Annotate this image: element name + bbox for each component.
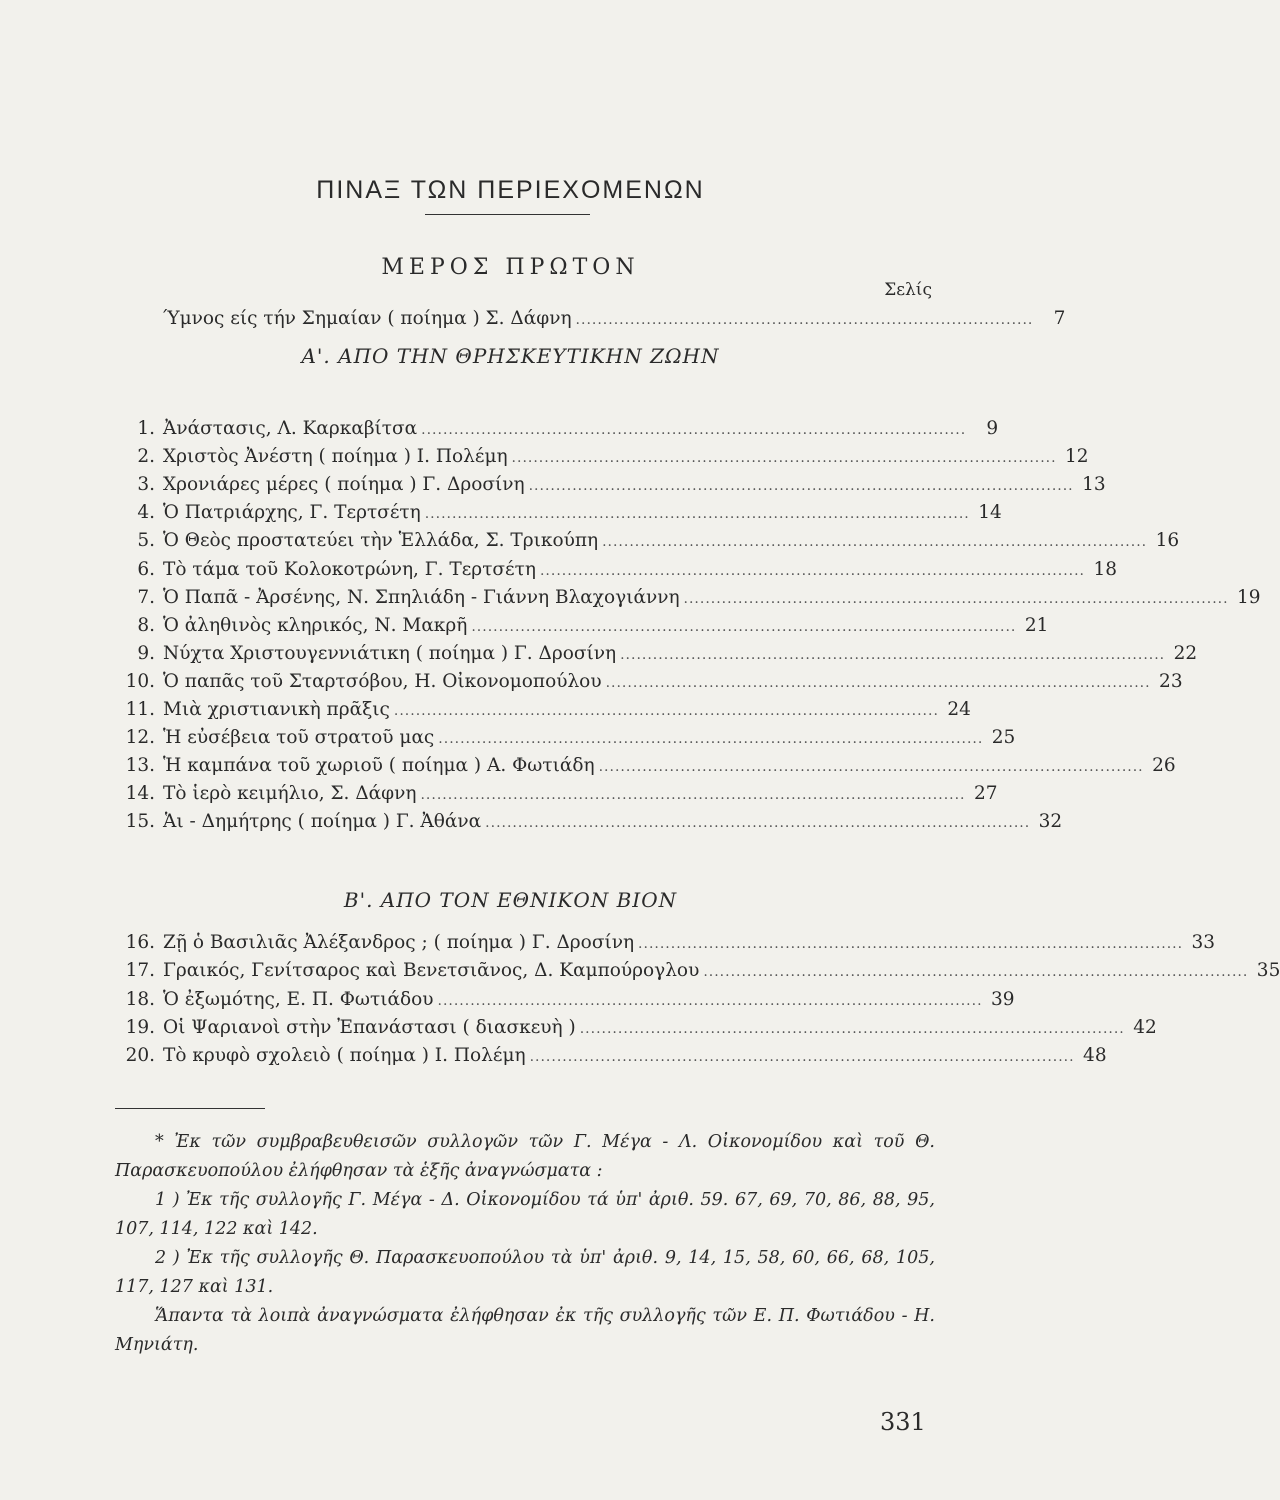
leader-dots: ....................................................................................................: [485, 815, 1031, 832]
entry-title: Τὸ κρυφὸ σχολειὸ ( ποίημα ) Ι. Πολέμη: [163, 1045, 526, 1067]
footnotes: [115, 1128, 935, 1360]
entry-page: 16: [1155, 530, 1180, 552]
leader-dots: ....................................................................................................: [683, 590, 1229, 607]
entry-title: Ἁι - Δημήτρης ( ποίημα ) Γ. Ἀθάνα: [163, 811, 482, 833]
leader-dots: ....................................................................................................: [420, 787, 966, 804]
leader-dots: ....................................................................................................: [602, 534, 1148, 551]
entry-page: 39: [990, 988, 1015, 1010]
entry-page: 48: [1083, 1045, 1107, 1067]
entry-number: 11.: [125, 699, 155, 720]
toc-entry: [115, 502, 1002, 526]
toc-entry: [115, 811, 1063, 835]
toc-entry: [115, 642, 1198, 667]
entry-title: Ύμνος είς τήν Σημαίαν ( ποίημα ) Σ. Δάφνη: [163, 308, 572, 329]
entry-page: 26: [1152, 755, 1176, 777]
leader-dots: ....................................................................................................: [511, 450, 1057, 467]
entry-page: 19: [1237, 586, 1261, 608]
footnote-rule: [115, 1108, 265, 1109]
leader-dots: ....................................................................................................: [424, 506, 970, 523]
entry-number: 12.: [125, 727, 155, 749]
entry-number: 13.: [125, 755, 155, 777]
entry-number: 7.: [137, 586, 155, 608]
entry-page: 42: [1133, 1016, 1157, 1038]
footnote-2: 2 ) Ἐκ τῆς συλλογῆς Θ. Παρασκευοπούλου τὰ ὑπ' ἀριθ. 9, 14, 15, 58, 60, 66, 68, 105, 117, 127 καὶ 131.: [115, 1248, 935, 1297]
entry-title: Οἱ Ψαριανοὶ στὴν Ἐπανάστασι ( διασκευὴ ): [163, 1016, 576, 1038]
footnote-rest: Ἅπαντα τὰ λοιπὰ ἀναγνώσματα ἐλήφθησαν ἐκ τῆς συλλογῆς τῶν Ε. Π. Φωτιάδου - Η. Μηνιάτη.: [115, 1306, 935, 1355]
leader-dots: ....................................................................................................: [605, 674, 1151, 691]
entry-number: 16.: [125, 932, 155, 953]
entry-number: 8.: [137, 614, 155, 636]
entry-title: Τὸ ἱερὸ κειμήλιο, Σ. Δάφνη: [163, 783, 417, 805]
leader-dots: ....................................................................................: [575, 312, 1034, 328]
entry-number: 10.: [125, 670, 155, 692]
leader-dots: ....................................................................................................: [421, 422, 967, 438]
toc-entry: [115, 418, 999, 442]
entry-number: 6.: [137, 558, 155, 580]
entry-page: 18: [1093, 558, 1117, 580]
entry-page: 9: [986, 418, 999, 439]
title-underline: [425, 214, 590, 215]
toc-entry: [115, 1016, 1157, 1041]
entry-title: Μιὰ χριστιανικὴ πρᾶξις: [163, 699, 390, 720]
entry-title: Χριστὸς Ἀνέστη ( ποίημα ) Ι. Πολέμη: [163, 446, 508, 468]
page-number: 331: [880, 1408, 926, 1436]
entry-title: Ἀνάστασις, Λ. Καρκαβίτσα: [163, 418, 418, 439]
leader-dots: ....................................................................................................: [579, 1020, 1125, 1037]
section-heading-a: Α'. ΑΠΟ ΤΗΝ ΘΡΗΣΚΕΥΤΙΚΗΝ ΖΩΗΝ: [301, 344, 720, 368]
entry-page: 13: [1082, 474, 1106, 496]
entry-page: 14: [978, 502, 1002, 524]
entry-number: 4.: [137, 502, 155, 524]
entry-number: 20.: [125, 1045, 155, 1067]
entry-title: Ὁ παπᾶς τοῦ Σταρτσόβου, Η. Οἰκονομοπούλου: [163, 670, 602, 692]
leader-dots: ....................................................................................................: [471, 618, 1017, 635]
toc-entry: [115, 727, 1016, 751]
entry-number: 2.: [137, 446, 155, 468]
page-title: ΠΙΝΑΞ ΤΩΝ ΠΕΡΙΕΧΟΜΕΝΩΝ: [316, 176, 705, 204]
toc-entry: [115, 1045, 1107, 1069]
entry-number: 14.: [125, 783, 155, 805]
toc-entry: [115, 932, 1216, 956]
entry-number: 18.: [125, 988, 155, 1010]
toc-entry: [115, 474, 1106, 498]
section-heading-b: Β'. ΑΠΟ ΤΟΝ ΕΘΝΙΚΟΝ ΒΙΟΝ: [343, 888, 678, 912]
entry-page: 12: [1065, 446, 1089, 468]
footnote-1: 1 ) Ἐκ τῆς συλλογῆς Γ. Μέγα - Δ. Οἰκονομίδου τά ὑπ' ἀριθ. 59. 67, 69, 70, 86, 88, 95, 107, 114, 122 καὶ 142.: [115, 1190, 935, 1239]
toc-entry: [115, 755, 1176, 779]
leader-dots: ....................................................................................................: [598, 759, 1144, 776]
toc-entry: [115, 530, 1180, 554]
toc-entry: [115, 558, 1117, 583]
toc-entry: [115, 960, 1280, 984]
entry-title: Τὸ τάμα τοῦ Κολοκοτρώνη, Γ. Τερτσέτη: [163, 558, 536, 580]
leader-dots: ....................................................................................................: [438, 731, 984, 748]
entry-page: 21: [1024, 614, 1049, 636]
leader-dots: ....................................................................................................: [539, 562, 1085, 579]
footnote-intro: * Ἐκ τῶν συμβραβευθεισῶν συλλογῶν τῶν Γ. Μέγα - Λ. Οἰκονομίδου καὶ τοῦ Θ. Παρασκευοπούλου ἐλήφθησαν τὰ ἑξῆς ἀναγνώσματα :: [115, 1132, 935, 1181]
entry-page: 23: [1159, 670, 1183, 692]
page-column-heading: Σελίς: [884, 280, 932, 300]
toc-entry: [115, 670, 1183, 695]
entry-title: Ἡ καμπάνα τοῦ χωριοῦ ( ποίημα ) Α. Φωτιάδη: [163, 755, 595, 777]
leader-dots: ....................................................................................................: [529, 1049, 1075, 1066]
entry-number: 15.: [125, 811, 155, 833]
entry-page: 24: [947, 699, 971, 720]
entry-page: 33: [1191, 932, 1216, 953]
toc-entry: [115, 446, 1089, 470]
entry-title: Ἡ εὐσέβεια τοῦ στρατοῦ μας: [163, 727, 435, 749]
leader-dots: ....................................................................................................: [638, 936, 1184, 952]
entry-number: 5.: [137, 530, 155, 552]
entry-page: 7: [1053, 308, 1066, 329]
toc-entry: [115, 699, 971, 723]
entry-number: 3.: [137, 474, 155, 496]
part-title: ΜΕΡΟΣ ΠΡΩΤΟΝ: [381, 255, 640, 280]
leader-dots: ....................................................................................................: [437, 992, 983, 1009]
entry-page: 27: [973, 783, 998, 805]
entry-title: Ὁ ἐξωμότης, Ε. Π. Φωτιάδου: [163, 988, 434, 1010]
leader-dots: ....................................................................................................: [528, 478, 1074, 495]
entry-title: Χρονιάρες μέρες ( ποίημα ) Γ. Δροσίνη: [163, 474, 525, 496]
entry-page: 32: [1038, 811, 1063, 833]
entry-title: Ὁ Θεὸς προστατεύει τὴν Ἑλλάδα, Σ. Τρικούπη: [163, 530, 599, 552]
entry-number: 19.: [125, 1016, 155, 1038]
toc-entry: [115, 586, 1261, 611]
entry-number: 9.: [137, 642, 155, 664]
entry-page: 22: [1173, 642, 1198, 664]
entry-title: Ὁ Πατριάρχης, Γ. Τερτσέτη: [163, 502, 421, 524]
entry-number: 17.: [125, 960, 155, 982]
leader-dots: ....................................................................................................: [393, 703, 939, 719]
entry-title: Γραικός, Γενίτσαρος καὶ Βενετσιᾶνος, Δ. Καμπούρογλου: [163, 960, 700, 982]
entry-title: Ζῇ ὁ Βασιλιᾶς Ἀλέξανδρος ; ( ποίημα ) Γ. Δροσίνη: [163, 932, 635, 953]
toc-entry: [115, 988, 1015, 1013]
entry-page: 25: [991, 727, 1016, 749]
entry-title: Ὁ ἀληθινὸς κληρικός, Ν. Μακρῆ: [163, 614, 468, 636]
toc-entry-intro: [115, 308, 1066, 332]
leader-dots: ....................................................................................................: [703, 964, 1249, 981]
entry-title: Ὁ Παπᾶ - Ἀρσένης, Ν. Σπηλιάδη - Γιάννη Βλαχογιάννη: [163, 586, 680, 608]
toc-entry: [115, 614, 1049, 639]
entry-number: 1.: [137, 418, 155, 439]
leader-dots: ....................................................................................................: [620, 646, 1166, 663]
entry-title: Νύχτα Χριστουγεννιάτικη ( ποίημα ) Γ. Δροσίνη: [163, 642, 617, 664]
entry-page: 35: [1256, 960, 1280, 982]
toc-entry: [115, 783, 998, 807]
